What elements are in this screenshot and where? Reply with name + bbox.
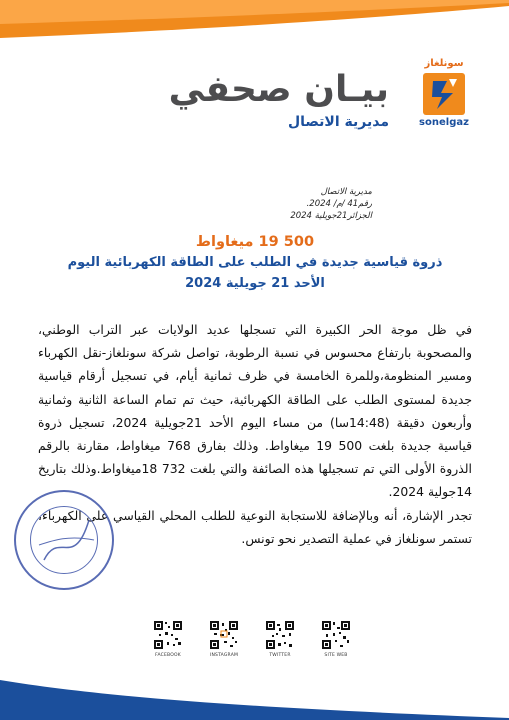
qr-code-icon: [265, 620, 295, 650]
social-qr-row: [150, 620, 360, 680]
body-paragraph: في ظل موجة الحر الكبيرة التي تسجلها عديد الولايات عبر التراب الوطني، والمصحوبة بارتفاع محسوس في نسبة الرطوبة، تواصل شركة سونلغاز-نقل الكهرباء ومسير المنظومة،وللمرة الخامسة في ظرف ثمانية أيام، في تسجيل أرقام قياسية جديدة لمستوى الطلب على الطاقة الكهربائية، حيث تم تمام الساعة الثانية وثمانية وأربعون دقيقة (14:48سا) من مساء اليوم الأحد 21جويلية 2024، تسجيل ذروة قياسية جديدة بلغت 500 19 ميغاواط. وذلك بفارق 768 ميغاواط، مقارنة بالرقم الذروة الأولى التي تم تسجيلها هذه الصائفة والتي بلغت 732 18ميغاواط.وذلك بتاريخ 14جولية 2024.: [38, 322, 473, 500]
qr-label: INSTAGRAM: [209, 653, 239, 658]
headline-date: الأحد 21 جويلية 2024: [185, 276, 325, 291]
press-release-title-block: [159, 68, 389, 130]
qr-instagram[interactable]: [206, 620, 242, 668]
headline-value: 500 19 ميغاواط: [195, 234, 315, 250]
qr-code-icon: [209, 620, 239, 650]
reference-date: الجزائر21جويلية 2024: [290, 211, 372, 221]
headline-block: [40, 231, 470, 295]
qr-twitter[interactable]: [262, 620, 298, 668]
logo-arabic-text: سونلغاز: [424, 58, 464, 69]
reference-block: [0, 186, 490, 222]
sonelgaz-logo: [409, 58, 479, 144]
qr-website[interactable]: [318, 620, 354, 668]
reference-department: مديرية الاتصال: [320, 187, 372, 197]
qr-code-icon: [153, 620, 183, 650]
body-paragraph: تجدر الإشارة، أنه وبالإضافة للاستجابة النوعية للطلب المحلي القياسي على الكهرباء، تستمر سونلغاز في عملية التصدير نحو تونس.: [38, 507, 472, 546]
letterhead: [0, 48, 509, 148]
logo-latin-text: sonelgaz: [419, 117, 469, 128]
qr-label: TWITTER: [269, 653, 291, 658]
qr-facebook[interactable]: [150, 620, 186, 668]
reference-number: رقم41 /م/ 2024.: [306, 199, 372, 209]
qr-label: FACEBOOK: [155, 653, 181, 658]
department-subtitle: مديرية الاتصال: [287, 114, 389, 130]
top-orange-swoosh: [0, 0, 509, 40]
qr-code-icon: [321, 620, 351, 650]
qr-label: SITE WEB: [324, 653, 348, 658]
stamp-scribble-icon: [14, 490, 114, 590]
sonelgaz-emblem-icon: [423, 73, 465, 115]
press-release-title: بيـان صحفي: [168, 69, 389, 110]
headline-subtitle: ذروة قياسية جديدة في الطلب على الطاقة الكهربائية اليوم: [67, 255, 443, 270]
official-stamp: [14, 490, 114, 590]
